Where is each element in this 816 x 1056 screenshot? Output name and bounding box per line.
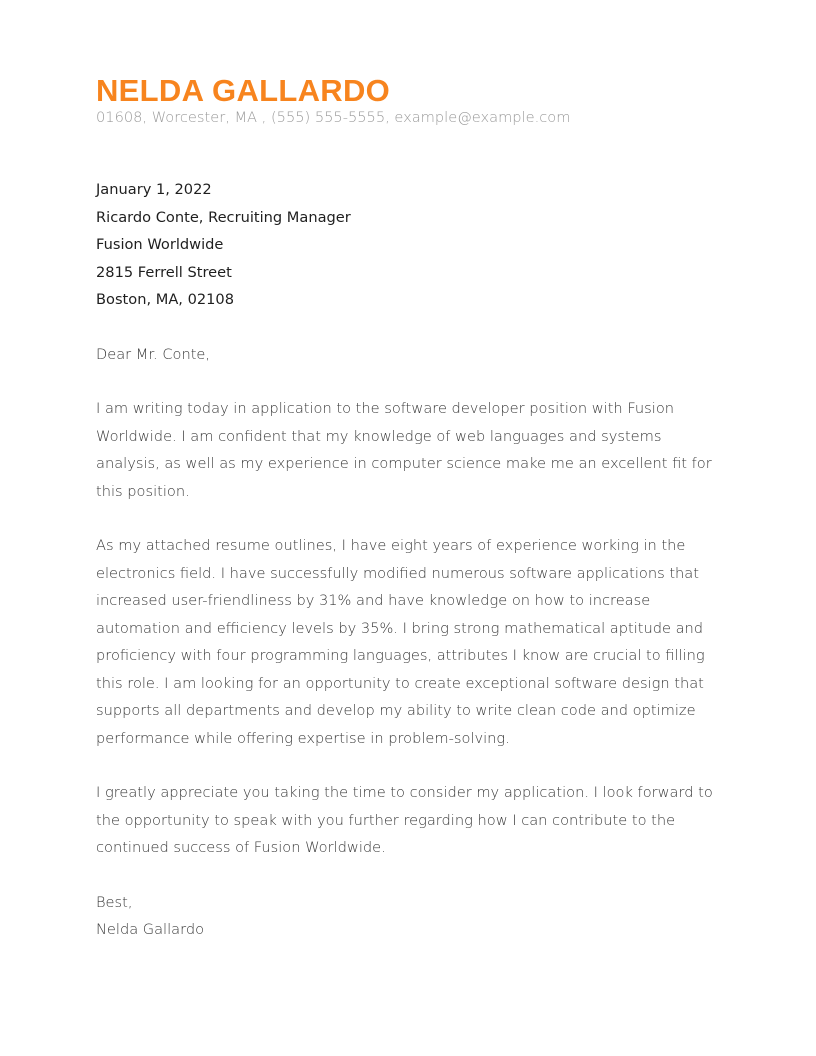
closing-phrase: Best, [96,893,133,911]
body-paragraph-1: I am writing today in application to the software developer position with Fusion Worldwide. I am confident that my knowledge of web languages and systems analysis, as well as my experience in computer science make me an excellent fit for this position. [96,400,712,500]
recipient-company: Fusion Worldwide [96,236,224,253]
recipient-city: Boston, MA, 02108 [96,291,234,308]
recipient-block [96,176,722,314]
contact-info: 01608, Worcester, MA , (555) 555-5555, example@example.com [96,109,571,126]
closing-block [96,889,722,944]
body-paragraph-3: I greatly appreciate you taking the time to consider my application. I look forward to the opportunity to speak with you further regarding how I can contribute to the continued success of Fusion Worldwide. [96,784,713,856]
recipient-street: 2815 Ferrell Street [96,263,232,281]
signature-name: Nelda Gallardo [96,921,205,938]
applicant-name: NELDA GALLARDO [96,73,391,108]
letter-date: January 1, 2022 [96,181,212,198]
recipient-name: Ricardo Conte, Recruiting Manager [96,208,351,226]
salutation: Dear Mr. Conte, [96,345,211,363]
body-paragraph-2: As my attached resume outlines, I have eight years of experience working in the electronics field. I have successfully modified numerous software applications that increased user-friendliness by 31% and have knowledge on how to increase automation and efficiency levels by 35%. I bring strong mathematical aptitude and proficiency with four programming languages, attributes I know are crucial to filling this role. I am looking for an opportunity to create exceptional software design that supports all departments and develop my ability to write clean code and optimize performance while offering expertise in problem-solving. [96,537,705,747]
cover-letter-page [96,72,722,944]
